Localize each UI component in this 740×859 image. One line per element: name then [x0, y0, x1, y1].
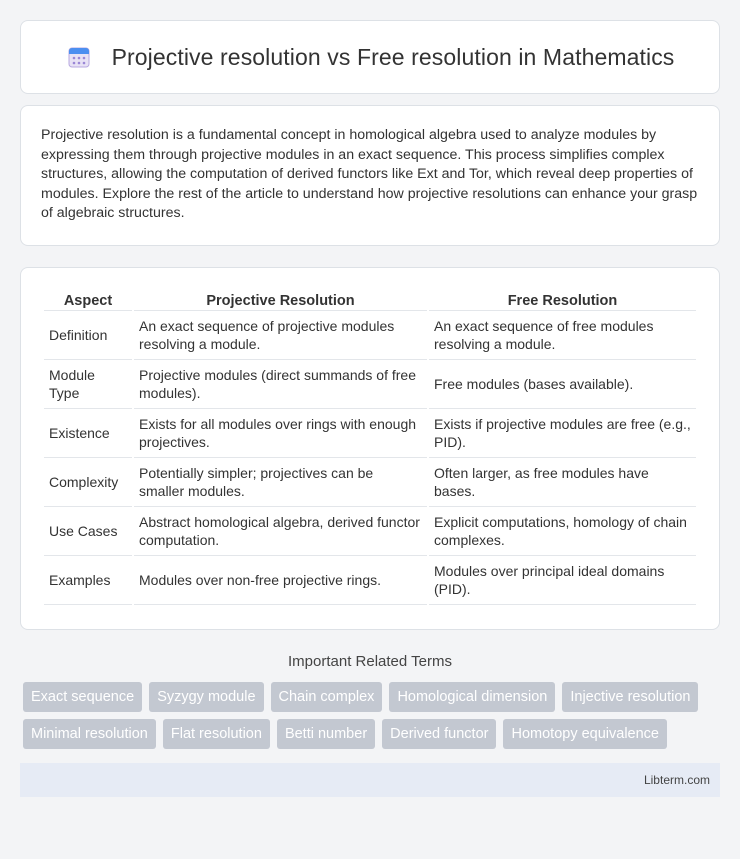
header-aspect: Aspect: [44, 292, 132, 311]
header-card: [20, 20, 720, 94]
cell-aspect: Existence: [44, 411, 132, 458]
table-row: [44, 411, 696, 458]
footer-brand-link[interactable]: Libterm.com: [643, 772, 710, 787]
comparison-table: [42, 290, 698, 607]
cell-free: Explicit computations, homology of chain complexes.: [429, 509, 696, 556]
cell-free: Free modules (bases available).: [429, 362, 696, 409]
cell-projective: Exists for all modules over rings with enough projectives.: [134, 411, 427, 458]
related-terms-title: Important Related Terms: [288, 652, 452, 670]
cell-aspect: Examples: [44, 558, 132, 605]
table-row: [44, 558, 696, 605]
tag-flat-resolution[interactable]: Flat resolution: [163, 719, 270, 749]
tag-syzygy-module[interactable]: Syzygy module: [149, 682, 263, 712]
cell-free: Modules over principal ideal domains (PID).: [429, 558, 696, 605]
cell-projective: Potentially simpler; projectives can be smaller modules.: [134, 460, 427, 507]
cell-aspect: Module Type: [44, 362, 132, 409]
intro-card: [20, 105, 720, 246]
tag-homological-dimension[interactable]: Homological dimension: [389, 682, 555, 712]
cell-projective: Projective modules (direct summands of free modules).: [134, 362, 427, 409]
cell-projective: Modules over non-free projective rings.: [134, 558, 427, 605]
table-row: [44, 460, 696, 507]
cell-free: Often larger, as free modules have bases.: [429, 460, 696, 507]
cell-free: An exact sequence of free modules resolving a module.: [429, 313, 696, 360]
tag-minimal-resolution[interactable]: Minimal resolution: [23, 719, 156, 749]
cell-free: Exists if projective modules are free (e.g., PID).: [429, 411, 696, 458]
footer: [20, 763, 720, 797]
cell-aspect: Use Cases: [44, 509, 132, 556]
page-title: Projective resolution vs Free resolution in Mathematics: [111, 43, 675, 70]
header-projective: Projective Resolution: [134, 292, 427, 311]
intro-text: Projective resolution is a fundamental concept in homological algebra used to analyze modules by expressing them through projective modules in an exact sequence. This process simplifies complex structures, allowing the computation of derived functors like Ext and Tor, which reveal deep properties of modules. Explore the rest of the article to understand how projective resolutions can enhance your grasp of algebraic structures.: [41, 127, 698, 222]
tag-homotopy-equivalence[interactable]: Homotopy equivalence: [503, 719, 667, 749]
table-row: [44, 509, 696, 556]
tag-derived-functor[interactable]: Derived functor: [382, 719, 496, 749]
comparison-card: [20, 267, 720, 630]
tag-injective-resolution[interactable]: Injective resolution: [562, 682, 698, 712]
cell-projective: An exact sequence of projective modules resolving a module.: [134, 313, 427, 360]
cell-projective: Abstract homological algebra, derived functor computation.: [134, 509, 427, 556]
related-terms-list: [20, 682, 720, 749]
tag-exact-sequence[interactable]: Exact sequence: [23, 682, 142, 712]
table-row: [44, 362, 696, 409]
cell-aspect: Complexity: [44, 460, 132, 507]
calendar-icon: [66, 44, 92, 70]
cell-aspect: Definition: [44, 313, 132, 360]
table-header-row: [44, 292, 696, 311]
tag-chain-complex[interactable]: Chain complex: [271, 682, 383, 712]
tag-betti-number[interactable]: Betti number: [277, 719, 375, 749]
header-free: Free Resolution: [429, 292, 696, 311]
table-row: [44, 313, 696, 360]
